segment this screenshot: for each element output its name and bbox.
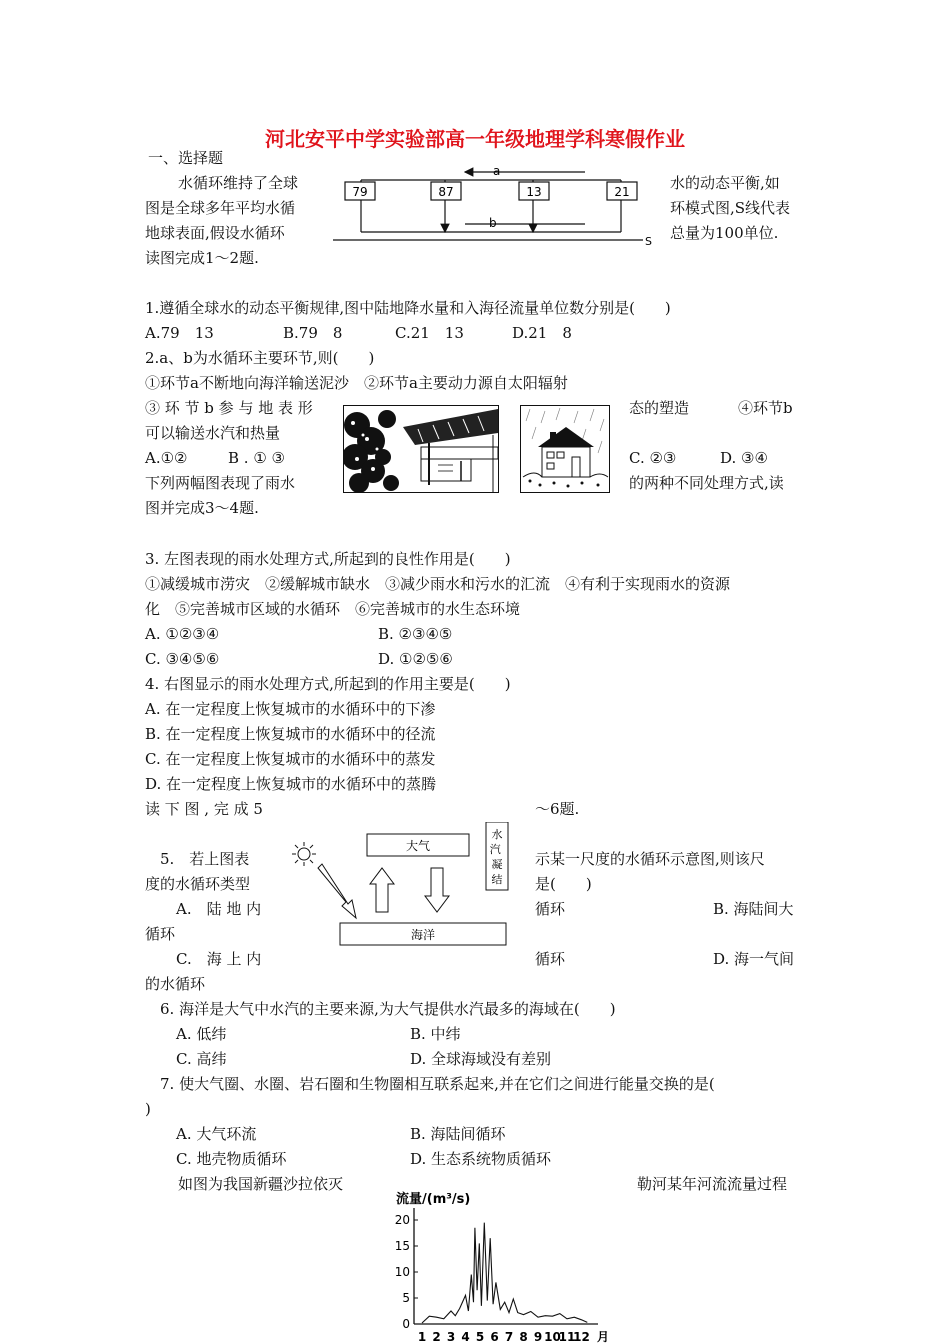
question-2-line: ④环节b	[738, 399, 793, 417]
page-title: 河北安平中学实验部高一年级地理学科寒假作业	[265, 127, 685, 151]
precipitation-arrow	[425, 868, 449, 912]
option-1c: C.21 13	[395, 324, 464, 342]
question-2: 2.a、b为水循环主要环节,则( )	[145, 349, 375, 367]
x-tick-label: 11	[558, 1330, 576, 1344]
x-axis-unit: 月	[597, 1330, 610, 1344]
question-3-line: 化 ⑤完善城市区域的水循环 ⑥完善城市的水生态环境	[145, 600, 521, 618]
y-axis-label: 流量/(m³/s)	[396, 1192, 471, 1207]
intro-line: 图是全球多年平均水循	[145, 199, 296, 217]
option-3c: C. ③④⑤⑥	[145, 650, 220, 668]
question-2-line: 态的塑造	[629, 399, 690, 417]
x-tick-label: 9	[533, 1330, 543, 1344]
box-value: 79	[352, 185, 368, 199]
river-flow-chart	[392, 1186, 628, 1344]
question-5: 示某一尺度的水循环示意图,则该尺	[535, 850, 765, 868]
option-5d: D. 海一气间	[713, 950, 795, 968]
option-1b: B.79 8	[283, 324, 343, 342]
label-b: b	[489, 216, 497, 230]
figure-intro: 勒河某年河流流量过程	[637, 1175, 788, 1193]
option-2a: A.①②	[145, 449, 188, 467]
option-1d: D.21 8	[512, 324, 572, 342]
intro-line: 读图完成1～2题.	[145, 249, 259, 267]
x-tick-label: 8	[519, 1330, 528, 1344]
house-in-rain-picture	[520, 405, 610, 493]
question-3: 3. 左图表现的雨水处理方式,所起到的良性作用是( )	[145, 550, 511, 568]
label-s: S	[645, 235, 652, 248]
figure-intro: 如图为我国新疆沙拉依灭	[178, 1175, 344, 1193]
x-tick-label: 3	[446, 1330, 456, 1344]
box-value: 21	[614, 185, 630, 199]
option-7a: A. 大气环流	[176, 1125, 257, 1143]
question-2-line: ③ 环 节 b 参 与 地 表 形	[145, 399, 313, 417]
vapor-label: 水汽 凝结	[489, 828, 503, 886]
option-3d: D. ①②⑤⑥	[378, 650, 453, 668]
intro-line: 环模式图,S线代表	[670, 199, 791, 217]
intro-line: 水的动态平衡,如	[670, 174, 780, 192]
x-tick-label: 4	[461, 1330, 470, 1344]
section-heading: 一、选择题	[148, 149, 224, 167]
y-tick-label: 20	[394, 1213, 410, 1227]
y-tick-label: 0	[402, 1317, 410, 1331]
y-tick-label: 10	[394, 1265, 410, 1279]
option-5d-end: 的水循环	[145, 975, 206, 993]
option-7c: C. 地壳物质循环	[176, 1150, 287, 1168]
x-tick-label: 6	[490, 1330, 499, 1344]
option-5a: A. 陆 地 内	[176, 900, 262, 918]
option-5b: B. 海陆间大	[713, 900, 794, 918]
water-cycle-diagram	[325, 160, 660, 250]
sea-air-cycle-diagram	[290, 822, 520, 950]
option-6b: B. 中纬	[410, 1025, 461, 1043]
option-1a: A.79 13	[145, 324, 214, 342]
x-tick-label: 5	[475, 1330, 485, 1344]
figure-intro: 读 下 图 , 完 成 5	[145, 800, 263, 818]
question-7-end: )	[145, 1100, 151, 1118]
option-5a-end: 循环	[535, 900, 566, 918]
option-6a: A. 低纬	[176, 1025, 227, 1043]
x-tick-label: 7	[504, 1330, 514, 1344]
ocean-label: 海洋	[410, 928, 436, 942]
option-5b-end: 循环	[145, 925, 176, 943]
option-4c: C. 在一定程度上恢复城市的水循环中的蒸发	[145, 750, 436, 768]
question-2-line: 可以输送水汽和热量	[145, 424, 281, 442]
question-5-line: 是( )	[535, 875, 592, 893]
box-value: 13	[526, 185, 542, 199]
option-2c: C. ②③	[629, 449, 677, 467]
x-tick-label: 10	[544, 1330, 561, 1344]
box-value: 87	[438, 185, 454, 199]
question-1: 1.遵循全球水的动态平衡规律,图中陆地降水量和入海径流量单位数分别是( )	[145, 299, 671, 317]
option-3a: A. ①②③④	[145, 625, 220, 643]
intro-line: 水循环维持了全球	[178, 174, 299, 192]
y-tick-label: 15	[394, 1239, 410, 1253]
figure-intro: 的两种不同处理方式,读	[629, 474, 784, 492]
option-4d: D. 在一定程度上恢复城市的水循环中的蒸腾	[145, 775, 437, 793]
option-6c: C. 高纬	[176, 1050, 227, 1068]
x-tick-label: 12	[573, 1330, 590, 1344]
x-tick-label: 2	[432, 1330, 441, 1344]
question-2-line: ①环节a不断地向海洋输送泥沙 ②环节a主要动力源自太阳辐射	[145, 374, 568, 392]
option-2b: B . ① ③	[228, 449, 285, 467]
question-4: 4. 右图显示的雨水处理方式,所起到的作用主要是( )	[145, 675, 511, 693]
option-7d: D. 生态系统物质循环	[410, 1150, 552, 1168]
figure-intro: 下列两幅图表现了雨水	[145, 474, 296, 492]
figure-intro: ～6题.	[535, 800, 580, 818]
label-a: a	[493, 164, 501, 178]
question-5-line: 度的水循环类型	[145, 875, 251, 893]
y-tick-label: 5	[402, 1291, 410, 1305]
question-7: 7. 使大气圈、水圈、岩石圈和生物圈相互联系起来,并在它们之间进行能量交换的是(	[160, 1075, 715, 1093]
option-4b: B. 在一定程度上恢复城市的水循环中的径流	[145, 725, 436, 743]
question-6: 6. 海洋是大气中水汽的主要来源,为大气提供水汽最多的海域在( )	[160, 1000, 616, 1018]
rainwater-roof-picture	[343, 405, 499, 493]
intro-line: 总量为100单位.	[670, 224, 779, 242]
figure-intro: 图并完成3～4题.	[145, 499, 259, 517]
option-4a: A. 在一定程度上恢复城市的水循环中的下渗	[145, 700, 436, 718]
sunlight-arrow	[318, 864, 356, 918]
option-3b: B. ②③④⑤	[378, 625, 453, 643]
question-5: 5. 若上图表	[160, 850, 250, 868]
question-3-line: ①减缓城市涝灾 ②缓解城市缺水 ③减少雨水和污水的汇流 ④有利于实现雨水的资源	[145, 575, 731, 593]
option-2d: D. ③④	[720, 449, 768, 467]
evaporation-arrow	[370, 868, 394, 912]
intro-line: 地球表面,假设水循环	[145, 224, 285, 242]
option-5c-end: 循环	[535, 950, 566, 968]
atmosphere-label: 大气	[405, 839, 431, 853]
x-tick-label: 1	[417, 1330, 427, 1344]
option-6d: D. 全球海域没有差别	[410, 1050, 552, 1068]
flow-series-line	[422, 1223, 587, 1323]
option-7b: B. 海陆间循环	[410, 1125, 506, 1143]
option-5c: C. 海 上 内	[176, 950, 262, 968]
